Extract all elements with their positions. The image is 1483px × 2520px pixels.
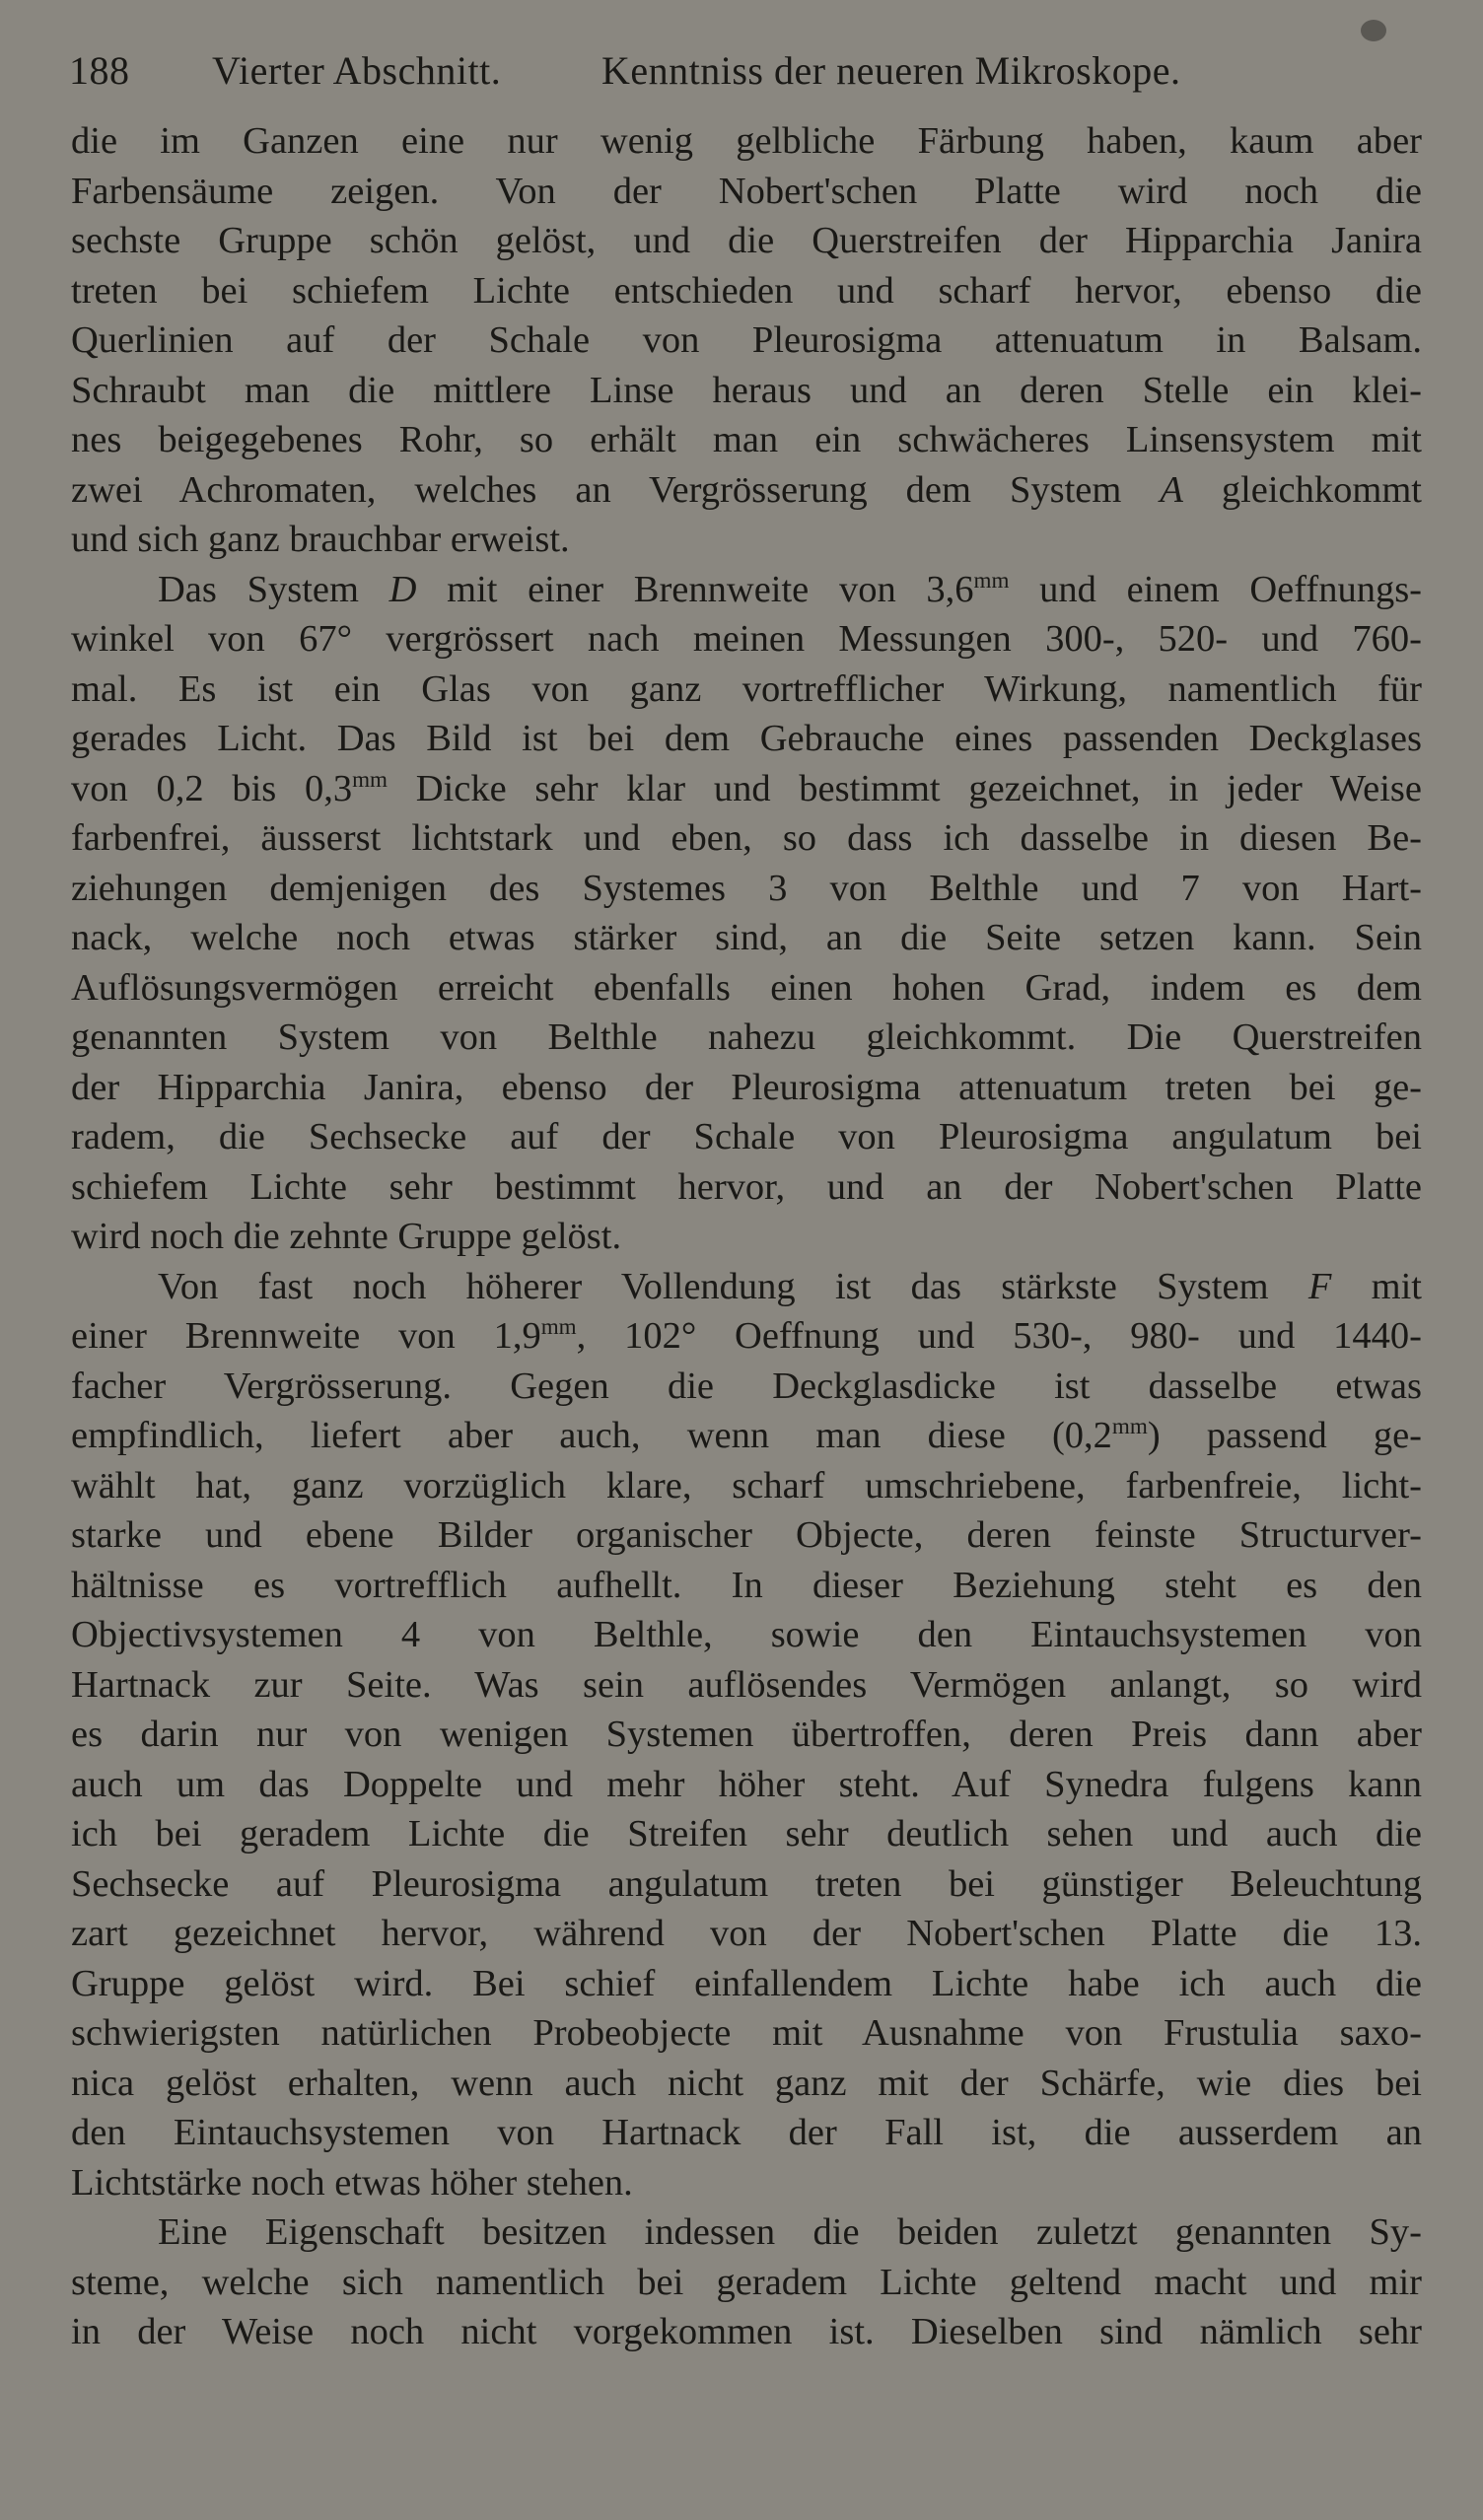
ink-spot (1361, 20, 1386, 41)
text-line: Auflösungsvermögen erreicht ebenfalls einen hohen Grad, indem es dem (71, 966, 1422, 1009)
text-line: ich bei geradem Lichte die Streifen sehr deutlich sehen und auch die (71, 1813, 1422, 1855)
paragraph (71, 565, 1422, 1262)
text-line: farbenfrei, äusserst lichtstark und eben, so dass ich dasselbe in diesen Be- (71, 817, 1422, 859)
text-line: von 0,2 bis $0,3^{mm}$ Dicke sehr klar und bestimmt gezeichnet, in jeder Weise (71, 765, 1422, 809)
text-line: Eine Eigenschaft besitzen indessen die beiden zuletzt genannten Sy- (158, 2211, 1422, 2253)
text-line: gerades Licht. Das Bild ist bei dem Gebrauche eines passenden Deckglases (71, 718, 1422, 759)
text-line: radem, die Sechsecke auf der Schale von Pleurosigma angulatum bei (71, 1116, 1422, 1157)
text-line: starke und ebene Bilder organischer Objecte, deren feinste Structurver- (71, 1514, 1422, 1556)
text-line: Schraubt man die mittlere Linse heraus und an deren Stelle ein klei- (71, 369, 1422, 411)
text-line: genannten System von Belthle nahezu gleichkommt. Die Querstreifen (71, 1016, 1422, 1058)
text-line: es darin nur von wenigen Systemen übertroffen, deren Preis dann aber (71, 1714, 1422, 1755)
text-line: nica gelöst erhalten, wenn auch nicht ganz mit der Schärfe, wie dies bei (71, 2062, 1422, 2104)
text-line: zart gezeichnet hervor, während von der Nobert'schen Platte die 13. (71, 1913, 1422, 1954)
text-line: wählt hat, ganz vorzüglich klare, scharf umschriebene, farbenfreie, licht- (71, 1464, 1422, 1506)
text-line: Das System D mit einer Brennweite von $3,6^{mm}$ und einem Oeffnungs- (158, 566, 1423, 610)
paragraph (71, 1262, 1422, 2208)
text-line: den Eintauchsystemen von Hartnack der Fall ist, die ausserdem an (71, 2112, 1422, 2153)
text-line: Querlinien auf der Schale von Pleurosigma attenuatum in Balsam. (71, 319, 1422, 361)
text-line: ziehungen demjenigen des Systemes 3 von Belthle und 7 von Hart- (71, 867, 1422, 909)
paragraph (71, 116, 1422, 565)
paragraph (71, 2207, 1422, 2357)
text-line: nack, welche noch etwas stärker sind, an die Seite setzen kann. Sein (71, 917, 1422, 958)
text-line: schwierigsten natürlichen Probeobjecte mit Ausnahme von Frustulia saxo- (71, 2012, 1422, 2054)
text-line: winkel von 67° vergrössert nach meinen Messungen 300-, 520- und 760- (71, 618, 1422, 660)
page-number: 188 (69, 48, 130, 93)
text-line: Lichtstärke noch etwas höher stehen. (71, 2161, 633, 2204)
text-line: wird noch die zehnte Gruppe gelöst. (71, 1216, 622, 1257)
text-line: der Hipparchia Janira, ebenso der Pleurosigma attenuatum treten bei ge- (71, 1066, 1422, 1108)
text-line: hältnisse es vortrefflich aufhellt. In dieser Beziehung steht es den (71, 1564, 1422, 1606)
text-line: nes beigegebenes Rohr, so erhält man ein schwächeres Linsensystem mit (71, 419, 1422, 460)
text-line: steme, welche sich namentlich bei geradem Lichte geltend macht und mir (71, 2261, 1422, 2303)
text-line: Hartnack zur Seite. Was sein auflösendes Vermögen anlangt, so wird (71, 1663, 1422, 1706)
text-line: mal. Es ist ein Glas von ganz vortrefflicher Wirkung, namentlich für (71, 667, 1422, 710)
running-title: Kenntniss der neueren Mikroskope. (601, 48, 1181, 93)
text-line: auch um das Doppelte und mehr höher steht. Auf Synedra fulgens kann (71, 1763, 1422, 1805)
page-body (71, 116, 1422, 2357)
text-line: schiefem Lichte sehr bestimmt hervor, und an der Nobert'schen Platte (71, 1165, 1422, 1208)
text-line: treten bei schiefem Lichte entschieden und scharf hervor, ebenso die (71, 269, 1422, 312)
text-line: sechste Gruppe schön gelöst, und die Querstreifen der Hipparchia Janira (71, 220, 1422, 261)
text-line: zwei Achromaten, welches an Vergrösserung dem System A gleichkommt (71, 468, 1422, 511)
text-line: Farbensäume zeigen. Von der Nobert'schen Platte wird noch die (71, 170, 1422, 212)
text-line: in der Weise noch nicht vorgekommen ist. Dieselben sind nämlich sehr (71, 2311, 1422, 2352)
text-line: Sechsecke auf Pleurosigma angulatum treten bei günstiger Beleuchtung (71, 1862, 1422, 1905)
text-line: und sich ganz brauchbar erweist. (71, 519, 570, 560)
text-line: facher Vergrösserung. Gegen die Deckglasdicke ist dasselbe etwas (71, 1365, 1422, 1407)
text-line: einer Brennweite von $1,9^{mm}$, 102° Oeffnung und 530-, 980- und 1440- (71, 1313, 1422, 1357)
text-line: empfindlich, liefert aber auch, wenn man diese $(0,2^{mm})$ passend ge- (71, 1413, 1422, 1456)
chapter-heading: Vierter Abschnitt. (212, 48, 502, 93)
text-line: Objectivsystemen 4 von Belthle, sowie den Eintauchsystemen von (71, 1614, 1422, 1655)
text-line: Gruppe gelöst wird. Bei schief einfallendem Lichte habe ich auch die (71, 1962, 1422, 2004)
running-header (69, 41, 1430, 101)
text-line: die im Ganzen eine nur wenig gelbliche Färbung haben, kaum aber (71, 120, 1422, 162)
text-line: Von fast noch höherer Vollendung ist das stärkste System F mit (158, 1265, 1422, 1307)
